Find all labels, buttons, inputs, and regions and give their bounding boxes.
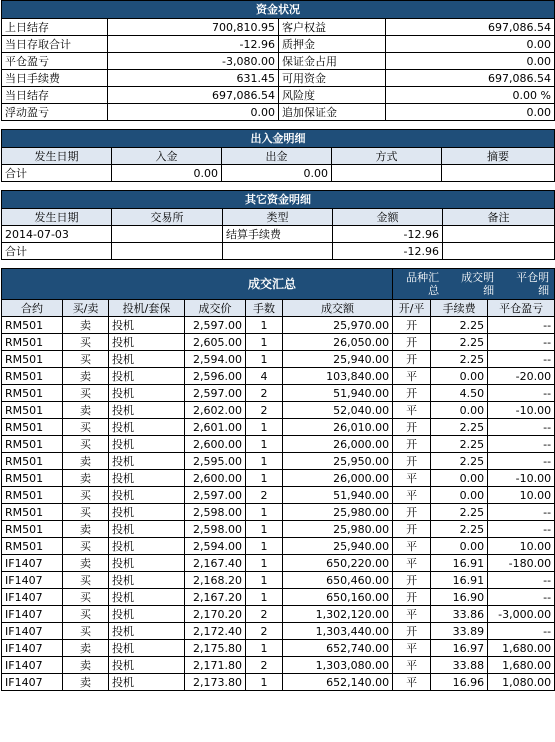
pnl-cell: --: [488, 385, 555, 402]
column-header: 成交价: [185, 300, 246, 317]
openclose-cell: 平: [393, 470, 431, 487]
table-row: [2, 674, 555, 691]
turnover-cell: 26,000.00: [283, 436, 393, 453]
turnover-cell: 26,000.00: [283, 470, 393, 487]
fee-cell: 33.89: [431, 623, 488, 640]
column-header: 买/卖: [63, 300, 109, 317]
openclose-cell: 平: [393, 657, 431, 674]
hedge-cell: 投机: [109, 317, 185, 334]
price-cell: 2,596.00: [185, 368, 246, 385]
turnover-cell: 1,303,440.00: [283, 623, 393, 640]
openclose-cell: 开: [393, 623, 431, 640]
contract-cell: RM501: [2, 402, 63, 419]
column-header: 摘要: [442, 148, 555, 165]
contract-cell: RM501: [2, 453, 63, 470]
deposit-withdraw-header-row: [2, 148, 555, 165]
pnl-cell: --: [488, 317, 555, 334]
fee-cell: 2.25: [431, 351, 488, 368]
fund-value: 697,086.54: [386, 19, 555, 36]
contract-cell: IF1407: [2, 572, 63, 589]
deposit-withdraw-total-row: [2, 165, 555, 182]
pnl-cell: 10.00: [488, 487, 555, 504]
turnover-cell: 26,050.00: [283, 334, 393, 351]
pnl-cell: --: [488, 623, 555, 640]
contract-cell: RM501: [2, 470, 63, 487]
turnover-cell: 25,950.00: [283, 453, 393, 470]
price-cell: 2,598.00: [185, 521, 246, 538]
contract-cell: RM501: [2, 385, 63, 402]
table-row: [2, 657, 555, 674]
turnover-cell: 25,940.00: [283, 351, 393, 368]
lots-cell: 1: [246, 538, 283, 555]
hedge-cell: 投机: [109, 470, 185, 487]
openclose-cell: 平: [393, 674, 431, 691]
turnover-cell: 25,980.00: [283, 521, 393, 538]
hedge-cell: 投机: [109, 351, 185, 368]
total-method: [332, 165, 442, 182]
fee-cell: 2.25: [431, 317, 488, 334]
fee-cell: 16.97: [431, 640, 488, 657]
price-cell: 2,605.00: [185, 334, 246, 351]
fee-cell: 16.91: [431, 555, 488, 572]
side-cell: 买: [63, 538, 109, 555]
lots-cell: 2: [246, 657, 283, 674]
turnover-cell: 25,980.00: [283, 504, 393, 521]
fund-value: 0.00 %: [386, 87, 555, 104]
side-cell: 买: [63, 606, 109, 623]
deposit-withdraw-title: 出入金明细: [2, 130, 555, 148]
turnover-cell: 652,740.00: [283, 640, 393, 657]
openclose-cell: 开: [393, 317, 431, 334]
contract-cell: RM501: [2, 487, 63, 504]
lots-cell: 1: [246, 521, 283, 538]
hedge-cell: 投机: [109, 521, 185, 538]
price-cell: 2,173.80: [185, 674, 246, 691]
fee-cell: 2.25: [431, 521, 488, 538]
price-cell: 2,594.00: [185, 538, 246, 555]
openclose-cell: 开: [393, 334, 431, 351]
fee-cell: 4.50: [431, 385, 488, 402]
total-label: 合计: [2, 165, 112, 182]
side-cell: 卖: [63, 317, 109, 334]
column-header: 手续费: [431, 300, 488, 317]
pnl-cell: --: [488, 572, 555, 589]
pnl-cell: --: [488, 436, 555, 453]
fund-status-title: 资金状况: [2, 1, 555, 19]
side-cell: 卖: [63, 657, 109, 674]
hedge-cell: 投机: [109, 623, 185, 640]
total-label: 合计: [2, 243, 112, 260]
fund-value: 0.00: [386, 53, 555, 70]
lots-cell: 1: [246, 334, 283, 351]
other-funds-total-row: [2, 243, 555, 260]
total-in: 0.00: [112, 165, 222, 182]
type-cell: 结算手续费: [223, 226, 333, 243]
fee-cell: 0.00: [431, 487, 488, 504]
price-cell: 2,597.00: [185, 385, 246, 402]
lots-cell: 2: [246, 402, 283, 419]
column-header: 出金: [222, 148, 332, 165]
other-funds-header-row: [2, 209, 555, 226]
fund-row: [2, 87, 555, 104]
column-header: 方式: [332, 148, 442, 165]
fund-row: [2, 36, 555, 53]
turnover-cell: 650,220.00: [283, 555, 393, 572]
lots-cell: 1: [246, 351, 283, 368]
pnl-cell: 1,680.00: [488, 657, 555, 674]
hedge-cell: 投机: [109, 589, 185, 606]
fund-row: [2, 70, 555, 87]
fund-label: 当日存取合计: [2, 36, 108, 53]
price-cell: 2,600.00: [185, 436, 246, 453]
table-row: [2, 623, 555, 640]
fund-label: 追加保证金: [279, 104, 386, 121]
column-header: 备注: [443, 209, 555, 226]
fund-value: 0.00: [386, 36, 555, 53]
fee-cell: 2.25: [431, 419, 488, 436]
turnover-cell: 26,010.00: [283, 419, 393, 436]
hedge-cell: 投机: [109, 606, 185, 623]
column-header: 手数: [246, 300, 283, 317]
table-row: [2, 572, 555, 589]
contract-cell: RM501: [2, 317, 63, 334]
contract-cell: RM501: [2, 368, 63, 385]
contract-cell: IF1407: [2, 589, 63, 606]
pnl-cell: -180.00: [488, 555, 555, 572]
turnover-cell: 1,302,120.00: [283, 606, 393, 623]
column-header: 交易所: [112, 209, 223, 226]
openclose-cell: 平: [393, 487, 431, 504]
pnl-cell: --: [488, 521, 555, 538]
fund-value: 0.00: [386, 104, 555, 121]
openclose-cell: 开: [393, 453, 431, 470]
contract-cell: RM501: [2, 504, 63, 521]
side-cell: 买: [63, 436, 109, 453]
price-cell: 2,597.00: [185, 487, 246, 504]
price-cell: 2,597.00: [185, 317, 246, 334]
openclose-cell: 平: [393, 402, 431, 419]
fund-label: 可用资金: [279, 70, 386, 87]
fund-value: 700,810.95: [108, 19, 279, 36]
price-cell: 2,595.00: [185, 453, 246, 470]
hedge-cell: 投机: [109, 402, 185, 419]
fee-cell: 33.88: [431, 657, 488, 674]
exchange-cell: [112, 226, 223, 243]
column-header: 发生日期: [2, 148, 112, 165]
trades-title: 成交汇总: [248, 276, 297, 291]
pnl-cell: --: [488, 334, 555, 351]
fee-cell: 16.96: [431, 674, 488, 691]
fund-label: 质押金: [279, 36, 386, 53]
fee-cell: 0.00: [431, 538, 488, 555]
table-row: [2, 606, 555, 623]
lots-cell: 1: [246, 317, 283, 334]
turnover-cell: 51,940.00: [283, 487, 393, 504]
contract-cell: RM501: [2, 521, 63, 538]
lots-cell: 1: [246, 504, 283, 521]
turnover-cell: 25,940.00: [283, 538, 393, 555]
openclose-cell: 开: [393, 521, 431, 538]
turnover-cell: 1,303,080.00: [283, 657, 393, 674]
turnover-cell: 650,160.00: [283, 589, 393, 606]
fund-value: 631.45: [108, 70, 279, 87]
trades-header-row: [2, 300, 555, 317]
turnover-cell: 652,140.00: [283, 674, 393, 691]
hedge-cell: 投机: [109, 640, 185, 657]
lots-cell: 4: [246, 368, 283, 385]
lots-cell: 1: [246, 589, 283, 606]
turnover-cell: 103,840.00: [283, 368, 393, 385]
pnl-cell: 1,680.00: [488, 640, 555, 657]
price-cell: 2,600.00: [185, 470, 246, 487]
pnl-cell: -20.00: [488, 368, 555, 385]
openclose-cell: 平: [393, 368, 431, 385]
side-cell: 买: [63, 351, 109, 368]
table-row: [2, 487, 555, 504]
lots-cell: 1: [246, 674, 283, 691]
fund-value: -3,080.00: [108, 53, 279, 70]
table-row: [2, 419, 555, 436]
openclose-cell: 开: [393, 589, 431, 606]
contract-cell: IF1407: [2, 623, 63, 640]
openclose-cell: 开: [393, 385, 431, 402]
fund-row: [2, 19, 555, 36]
trades-links: [396, 271, 551, 297]
table-row: [2, 555, 555, 572]
hedge-cell: 投机: [109, 385, 185, 402]
table-row: [2, 504, 555, 521]
hedge-cell: 投机: [109, 436, 185, 453]
fund-value: 697,086.54: [386, 70, 555, 87]
openclose-cell: 开: [393, 419, 431, 436]
deposit-withdraw-table: [1, 129, 555, 182]
lots-cell: 1: [246, 436, 283, 453]
fee-cell: 2.25: [431, 334, 488, 351]
side-cell: 卖: [63, 521, 109, 538]
price-cell: 2,171.80: [185, 657, 246, 674]
openclose-cell: 开: [393, 572, 431, 589]
price-cell: 2,167.40: [185, 555, 246, 572]
total-out: 0.00: [222, 165, 332, 182]
openclose-cell: 平: [393, 555, 431, 572]
trades-table: [1, 268, 555, 691]
turnover-cell: 650,460.00: [283, 572, 393, 589]
pnl-cell: -10.00: [488, 470, 555, 487]
contract-cell: RM501: [2, 419, 63, 436]
other-funds-title: 其它资金明细: [2, 191, 555, 209]
openclose-cell: 平: [393, 640, 431, 657]
amount-cell: -12.96: [333, 226, 443, 243]
price-cell: 2,602.00: [185, 402, 246, 419]
column-header: 成交额: [283, 300, 393, 317]
note-cell: [443, 226, 555, 243]
lots-cell: 1: [246, 453, 283, 470]
table-row: [2, 521, 555, 538]
fund-label: 当日结存: [2, 87, 108, 104]
turnover-cell: 25,970.00: [283, 317, 393, 334]
contract-cell: RM501: [2, 334, 63, 351]
pnl-cell: 10.00: [488, 538, 555, 555]
fund-label: 客户权益: [279, 19, 386, 36]
contract-cell: RM501: [2, 436, 63, 453]
table-row: [2, 640, 555, 657]
openclose-cell: 开: [393, 504, 431, 521]
side-cell: 卖: [63, 555, 109, 572]
lots-cell: 1: [246, 555, 283, 572]
hedge-cell: 投机: [109, 419, 185, 436]
table-row: [2, 589, 555, 606]
price-cell: 2,594.00: [185, 351, 246, 368]
lots-cell: 1: [246, 470, 283, 487]
lots-cell: 2: [246, 487, 283, 504]
fee-cell: 2.25: [431, 504, 488, 521]
openclose-cell: 开: [393, 351, 431, 368]
fee-cell: 33.86: [431, 606, 488, 623]
hedge-cell: 投机: [109, 657, 185, 674]
variety-summary-link[interactable]: 品种汇总: [406, 271, 440, 297]
side-cell: 买: [63, 385, 109, 402]
contract-cell: RM501: [2, 351, 63, 368]
fee-cell: 0.00: [431, 470, 488, 487]
other-funds-table: [1, 190, 555, 260]
pnl-cell: -10.00: [488, 402, 555, 419]
price-cell: 2,601.00: [185, 419, 246, 436]
fund-value: 0.00: [108, 104, 279, 121]
column-header: 合约: [2, 300, 63, 317]
column-header: 开/平: [393, 300, 431, 317]
contract-cell: IF1407: [2, 640, 63, 657]
hedge-cell: 投机: [109, 555, 185, 572]
pnl-cell: --: [488, 419, 555, 436]
price-cell: 2,172.40: [185, 623, 246, 640]
contract-cell: IF1407: [2, 674, 63, 691]
side-cell: 卖: [63, 470, 109, 487]
fund-label: 平仓盈亏: [2, 53, 108, 70]
table-row: [2, 368, 555, 385]
side-cell: 卖: [63, 453, 109, 470]
price-cell: 2,175.80: [185, 640, 246, 657]
side-cell: 买: [63, 334, 109, 351]
price-cell: 2,167.20: [185, 589, 246, 606]
fee-cell: 16.90: [431, 589, 488, 606]
lots-cell: 2: [246, 623, 283, 640]
table-row: [2, 402, 555, 419]
trade-detail-link[interactable]: 成交明细: [461, 271, 495, 297]
hedge-cell: 投机: [109, 368, 185, 385]
fund-label: 保证金占用: [279, 53, 386, 70]
fee-cell: 0.00: [431, 368, 488, 385]
contract-cell: RM501: [2, 538, 63, 555]
column-header: 发生日期: [2, 209, 112, 226]
turnover-cell: 51,940.00: [283, 385, 393, 402]
pnl-cell: --: [488, 453, 555, 470]
side-cell: 买: [63, 419, 109, 436]
turnover-cell: 52,040.00: [283, 402, 393, 419]
fund-label: 浮动盈亏: [2, 104, 108, 121]
table-row: [2, 470, 555, 487]
date-cell: 2014-07-03: [2, 226, 112, 243]
table-row: [2, 538, 555, 555]
fund-label: 当日手续费: [2, 70, 108, 87]
column-header: 类型: [223, 209, 333, 226]
side-cell: 买: [63, 487, 109, 504]
pnl-cell: -3,000.00: [488, 606, 555, 623]
column-header: 平仓盈亏: [488, 300, 555, 317]
table-row: [2, 453, 555, 470]
fee-cell: 2.25: [431, 436, 488, 453]
hedge-cell: 投机: [109, 453, 185, 470]
side-cell: 买: [63, 623, 109, 640]
fund-row: [2, 104, 555, 121]
pnl-cell: 1,080.00: [488, 674, 555, 691]
fund-label: 上日结存: [2, 19, 108, 36]
hedge-cell: 投机: [109, 674, 185, 691]
hedge-cell: 投机: [109, 538, 185, 555]
price-cell: 2,598.00: [185, 504, 246, 521]
pnl-cell: --: [488, 504, 555, 521]
side-cell: 买: [63, 504, 109, 521]
table-row: [2, 334, 555, 351]
side-cell: 买: [63, 572, 109, 589]
table-row: [2, 351, 555, 368]
side-cell: 卖: [63, 640, 109, 657]
price-cell: 2,168.20: [185, 572, 246, 589]
column-header: 入金: [112, 148, 222, 165]
fund-value: 697,086.54: [108, 87, 279, 104]
lots-cell: 2: [246, 385, 283, 402]
fee-cell: 0.00: [431, 402, 488, 419]
column-header: 投机/套保: [109, 300, 185, 317]
pnl-cell: --: [488, 589, 555, 606]
total-note: [442, 165, 555, 182]
table-row: [2, 385, 555, 402]
table-row: [2, 317, 555, 334]
pnl-cell: --: [488, 351, 555, 368]
fee-cell: 2.25: [431, 453, 488, 470]
side-cell: 卖: [63, 368, 109, 385]
lots-cell: 2: [246, 606, 283, 623]
fund-status-table: [1, 0, 555, 121]
lots-cell: 1: [246, 640, 283, 657]
hedge-cell: 投机: [109, 487, 185, 504]
table-row: [2, 436, 555, 453]
contract-cell: IF1407: [2, 657, 63, 674]
hedge-cell: 投机: [109, 334, 185, 351]
side-cell: 卖: [63, 402, 109, 419]
side-cell: 卖: [63, 674, 109, 691]
fee-cell: 16.91: [431, 572, 488, 589]
openclose-cell: 开: [393, 436, 431, 453]
column-header: 金额: [333, 209, 443, 226]
contract-cell: IF1407: [2, 606, 63, 623]
total-amount: -12.96: [333, 243, 443, 260]
price-cell: 2,170.20: [185, 606, 246, 623]
fund-label: 风险度: [279, 87, 386, 104]
fund-row: [2, 53, 555, 70]
openclose-cell: 平: [393, 538, 431, 555]
lots-cell: 1: [246, 572, 283, 589]
table-row: [2, 226, 555, 243]
side-cell: 买: [63, 589, 109, 606]
contract-cell: IF1407: [2, 555, 63, 572]
hedge-cell: 投机: [109, 572, 185, 589]
fund-value: -12.96: [108, 36, 279, 53]
lots-cell: 1: [246, 419, 283, 436]
openclose-cell: 平: [393, 606, 431, 623]
hedge-cell: 投机: [109, 504, 185, 521]
close-detail-link[interactable]: 平仓明细: [516, 271, 550, 297]
